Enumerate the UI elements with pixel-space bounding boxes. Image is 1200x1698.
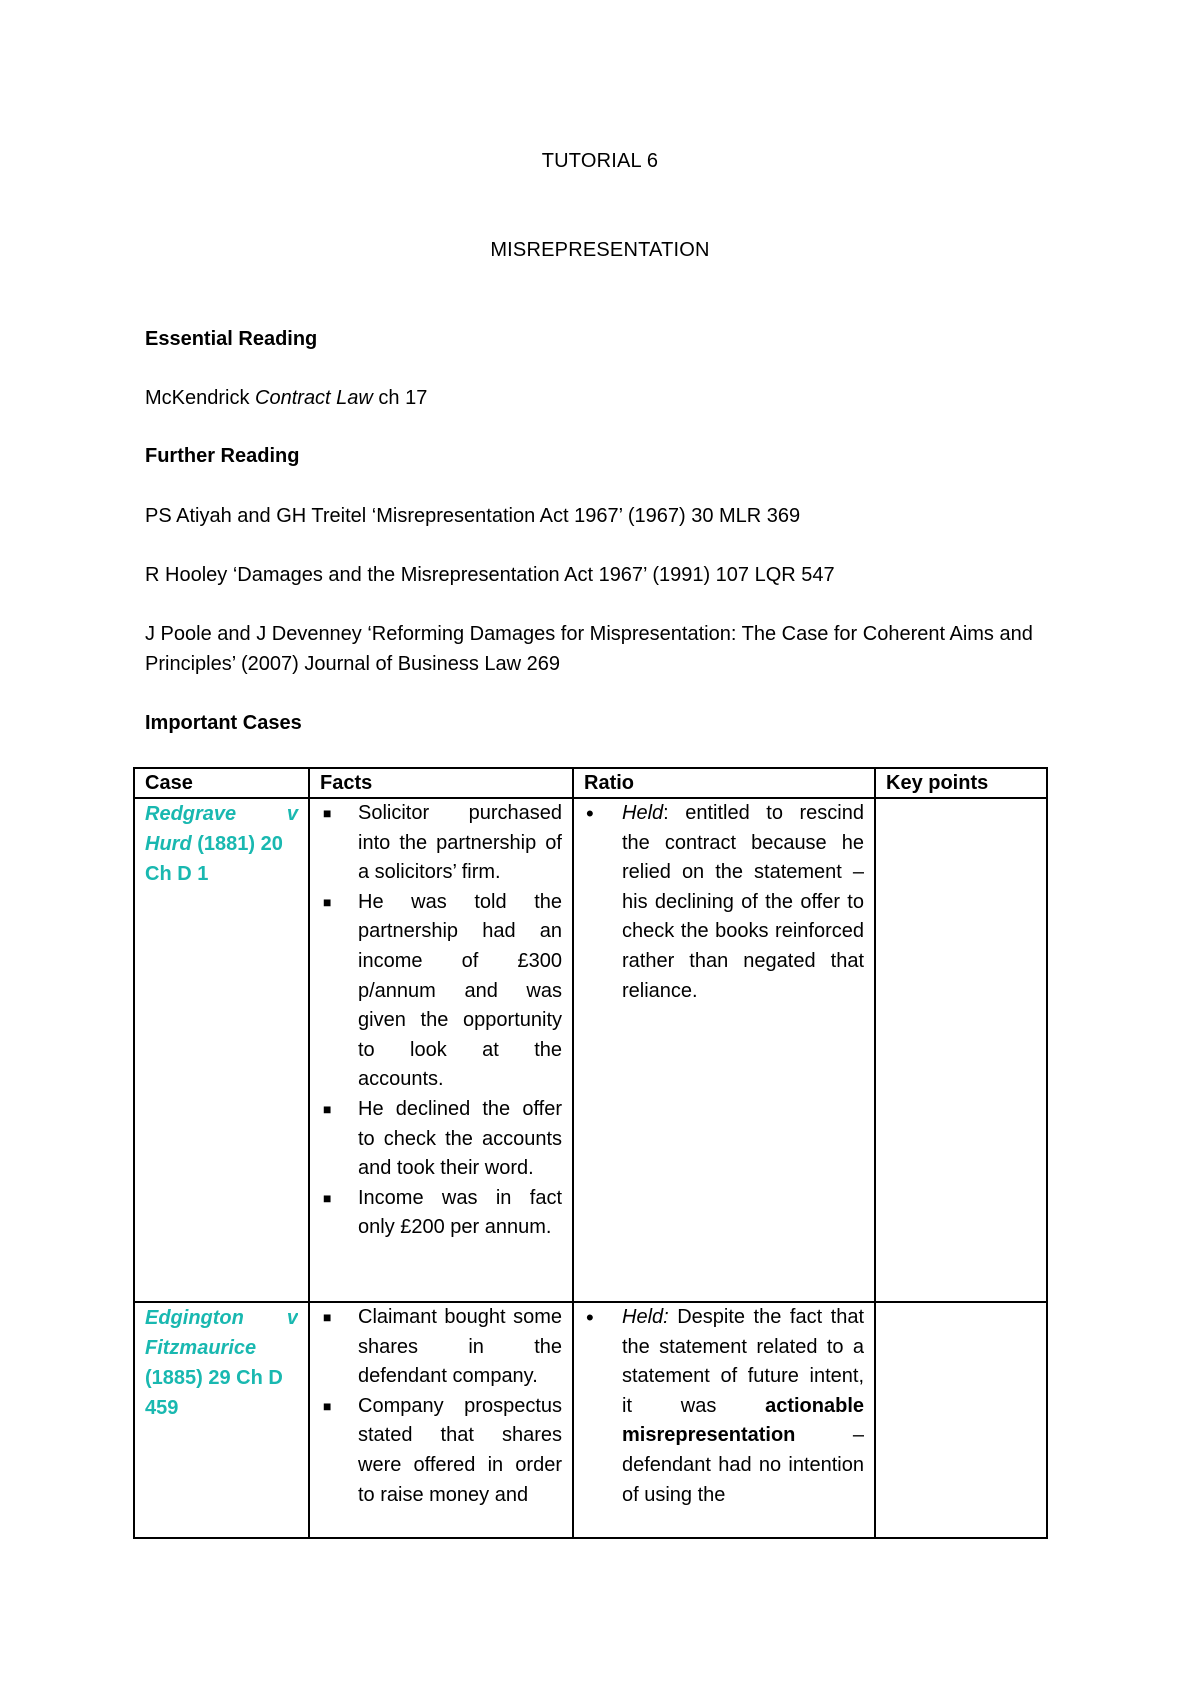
- list-item: [320, 799, 562, 888]
- square-bullet-icon: ■: [323, 1100, 332, 1117]
- ratio-bold-term: actionable misrepresentation: [622, 1394, 864, 1447]
- header-case: Case: [134, 768, 309, 798]
- facts-cell: [309, 798, 573, 1302]
- table-row: [134, 1302, 1047, 1538]
- essential-reading-heading: Essential Reading: [145, 328, 318, 350]
- square-bullet-icon: ■: [323, 1189, 332, 1206]
- case-cell: [134, 798, 309, 1302]
- case-party-b: Hurd: [145, 833, 192, 855]
- list-item: [320, 1392, 562, 1510]
- ratio-text: Despite the fact that the statement related to a statement of future intent, it was: [622, 1306, 864, 1417]
- ratio-held: Held:: [622, 1306, 669, 1328]
- facts-cell: [309, 1302, 573, 1538]
- case-citation: (1885) 29 Ch D 459: [145, 1367, 283, 1419]
- essential-book: Contract Law: [255, 387, 373, 409]
- square-bullet-icon: ■: [323, 1309, 332, 1325]
- case-party-a: Redgrave: [145, 803, 237, 825]
- list-item: [320, 1095, 562, 1184]
- ratio-list: [584, 1303, 864, 1510]
- ratio-list: [584, 799, 864, 1006]
- further-reading-item-3: J Poole and J Devenney ‘Reforming Damages for Mispresentation: The Case for Coherent Aims and Principles’ (2007) Journal of Business Law 269: [145, 623, 1033, 675]
- header-key-points: Key points: [875, 768, 1047, 798]
- further-reading-heading: Further Reading: [145, 445, 300, 467]
- square-bullet-icon: ■: [323, 805, 332, 821]
- list-item: [320, 1303, 562, 1392]
- fact-text: Company prospectus stated that shares were offered in order to raise money and: [358, 1394, 562, 1506]
- square-bullet-icon: ■: [323, 893, 332, 910]
- fact-text: Income was in fact only £200 per annum.: [358, 1186, 562, 1239]
- case-party-b: Fitzmaurice: [145, 1337, 257, 1359]
- ratio-cell-content: [584, 1303, 864, 1537]
- round-bullet-icon: •: [586, 801, 594, 826]
- table-header-row: [134, 768, 1047, 798]
- further-reading-item-2: R Hooley ‘Damages and the Misrepresentation Act 1967’ (1991) 107 LQR 547: [145, 564, 835, 586]
- case-second-line: [145, 1333, 298, 1363]
- case-cell-content: [145, 1303, 298, 1537]
- ratio-text: : entitled to rescind the contract because he relied on the statement – his declining of the offer to check the books reinforced rather than negated that reliance.: [622, 802, 864, 1002]
- facts-list: [320, 1303, 562, 1510]
- essential-author: McKendrick: [145, 387, 256, 409]
- fact-text: He was told the partnership had an income of £300 p/annum and was given the opportunity to look at the accounts.: [358, 890, 562, 1091]
- facts-cell-content: [320, 1303, 562, 1537]
- key-points-cell: [875, 1302, 1047, 1538]
- topic-title: MISREPRESENTATION: [490, 239, 710, 261]
- essential-reading-item: [145, 383, 1065, 413]
- ratio-text-continued: – defendant had no intention of using the: [622, 1424, 864, 1506]
- important-cases-heading: Important Cases: [145, 712, 302, 734]
- case-citation: (1881) 20 Ch D 1: [145, 833, 283, 885]
- case-name-line: [145, 1303, 298, 1333]
- header-facts: Facts: [309, 768, 573, 798]
- facts-list: [320, 799, 562, 1243]
- fact-text: Solicitor purchased into the partnership of a solicitors’ firm.: [358, 802, 562, 884]
- fact-text: Claimant bought some shares in the defendant company.: [358, 1306, 562, 1388]
- case-versus: v: [286, 1307, 298, 1329]
- further-reading-item-1: PS Atiyah and GH Treitel ‘Misrepresentation Act 1967’ (1967) 30 MLR 369: [145, 505, 801, 527]
- list-item: [320, 888, 562, 1095]
- fact-text: He declined the offer to check the accounts and took their word.: [358, 1097, 562, 1180]
- ratio-held: Held: [622, 802, 664, 824]
- ratio-cell: [573, 798, 875, 1302]
- essential-chapter: ch 17: [372, 387, 428, 409]
- tutorial-title: TUTORIAL 6: [541, 150, 659, 172]
- table-row: [134, 798, 1047, 1302]
- case-second-line: [145, 829, 298, 889]
- list-item: [584, 1303, 864, 1510]
- ratio-cell: [573, 1302, 875, 1538]
- header-ratio: Ratio: [573, 768, 875, 798]
- key-points-cell: [875, 798, 1047, 1302]
- case-versus: v: [286, 803, 298, 825]
- case-cell: [134, 1302, 309, 1538]
- square-bullet-icon: ■: [323, 1397, 332, 1414]
- list-item: [320, 1184, 562, 1243]
- round-bullet-icon: •: [586, 1305, 594, 1330]
- case-party-a: Edgington: [145, 1307, 244, 1329]
- cases-table: [133, 767, 1048, 1539]
- list-item: [584, 799, 864, 1006]
- case-name-line: [145, 799, 298, 829]
